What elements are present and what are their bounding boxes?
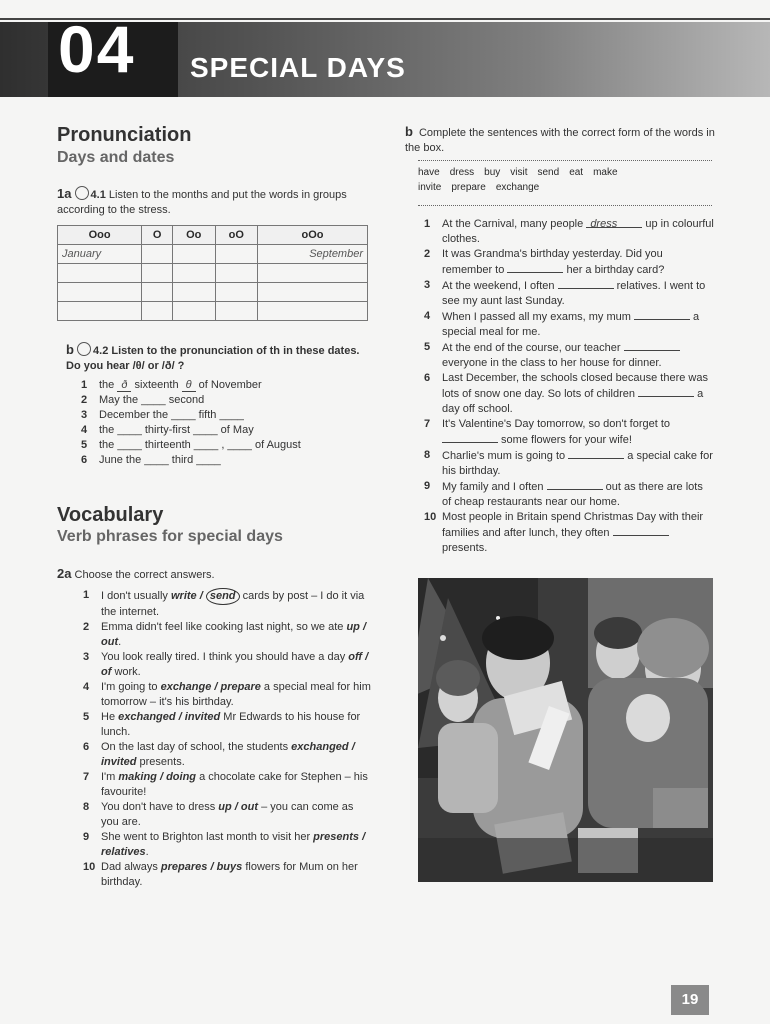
answer-option[interactable]: presents xyxy=(313,831,360,843)
item-number: 8 xyxy=(424,449,431,461)
item-text: flowers for Mum on her birthday. xyxy=(101,861,358,888)
item-number: 4 xyxy=(424,310,431,322)
answer-option[interactable]: prepares xyxy=(160,861,208,873)
item-number: 10 xyxy=(83,861,96,873)
item-text: presents. xyxy=(136,756,185,768)
list-item: 2 May the ____ second xyxy=(81,394,205,406)
list-item xyxy=(424,371,714,417)
table-cell[interactable] xyxy=(258,264,368,283)
list-item xyxy=(83,740,373,770)
exercise-1b xyxy=(66,342,366,374)
item-text: . xyxy=(145,846,149,858)
item-number: 3 xyxy=(424,279,431,291)
table-header-cell: oO xyxy=(215,226,258,245)
answer-option[interactable]: of xyxy=(101,666,112,678)
list-item xyxy=(83,680,373,710)
answer-blank[interactable]: ð xyxy=(117,379,131,392)
pronunciation-subheading: Days and dates xyxy=(57,149,175,166)
vocabulary-heading: Vocabulary xyxy=(57,504,164,526)
table-row xyxy=(58,264,368,283)
chapter-number: 04 xyxy=(58,12,136,86)
answer-blank[interactable] xyxy=(507,262,563,273)
item-text: My family and I often xyxy=(442,481,547,493)
item-text: At the Carnival, many people xyxy=(442,218,587,230)
item-number: 5 xyxy=(424,341,431,353)
stress-table xyxy=(57,225,368,321)
table-cell[interactable] xyxy=(142,245,173,264)
option-separator: / xyxy=(348,741,355,753)
exercise-label: 2a xyxy=(57,566,72,581)
answer-blank[interactable] xyxy=(613,525,669,536)
answer-option[interactable]: invited xyxy=(101,756,137,768)
answer-option[interactable]: out xyxy=(240,801,259,813)
word-box-item: buy xyxy=(484,167,501,178)
item-number: 2 xyxy=(83,621,90,633)
list-item xyxy=(83,860,373,890)
table-cell[interactable] xyxy=(173,302,216,321)
page-number: 19 xyxy=(671,985,709,1015)
item-text: I don't usually xyxy=(101,590,171,602)
answer-option[interactable]: making xyxy=(118,771,157,783)
table-cell[interactable] xyxy=(215,245,258,264)
list-item xyxy=(83,650,373,680)
answer-blank[interactable] xyxy=(568,448,624,459)
table-header-cell: O xyxy=(142,226,173,245)
exercise-2a-list xyxy=(83,588,373,890)
option-separator: / xyxy=(196,590,206,602)
table-cell[interactable] xyxy=(258,302,368,321)
option-separator: / xyxy=(175,711,185,723)
exercise-1b-list xyxy=(81,378,371,468)
item-text: It was Grandma's birthday yesterday. Did you remember to xyxy=(442,248,663,276)
list-item xyxy=(424,278,714,309)
item-text: Mr Edwards to his house for lunch. xyxy=(101,711,361,738)
word-box-item: eat xyxy=(569,167,584,178)
item-number: 6 xyxy=(83,741,90,753)
item-number: 4 xyxy=(83,681,90,693)
answer-option[interactable]: off xyxy=(348,651,363,663)
table-cell[interactable] xyxy=(173,245,216,264)
answer-blank[interactable] xyxy=(634,309,690,320)
item-text: When I passed all my exams, my mum xyxy=(442,311,634,323)
word-box-item: make xyxy=(593,167,618,178)
item-text: up in colourful clothes. xyxy=(442,218,714,245)
item-number: 1 xyxy=(424,218,431,230)
table-cell[interactable] xyxy=(142,302,173,321)
item-text: a special meal for him tomorrow – it's his birthday. xyxy=(101,681,371,708)
table-cell[interactable] xyxy=(215,302,258,321)
answer-option[interactable]: send xyxy=(206,588,240,605)
list-item xyxy=(424,309,714,340)
table-header-cell: Ooo xyxy=(58,226,142,245)
option-separator: / xyxy=(359,831,366,843)
headphones-icon xyxy=(77,342,91,356)
item-text: – you can come as you are. xyxy=(101,801,354,828)
item-text: Dad always xyxy=(101,861,161,873)
item-number: 9 xyxy=(83,831,90,843)
item-text: I'm going to xyxy=(101,681,161,693)
answer-option[interactable]: doing xyxy=(166,771,197,783)
item-text: Emma didn't feel like cooking last night, so we ate xyxy=(101,621,347,633)
item-text: I'm xyxy=(101,771,119,783)
list-item: 4 the ____ thirty-first ____ of May xyxy=(81,424,254,436)
item-number: 3 xyxy=(83,651,90,663)
item-text: a chocolate cake for Stephen – his favourite! xyxy=(101,771,368,798)
exercise-label: 1a xyxy=(57,186,72,201)
item-text: a special cake for his birthday. xyxy=(442,450,713,477)
item-number: 2 xyxy=(424,248,431,260)
answer-option[interactable]: out xyxy=(101,636,119,648)
item-text: You look really tired. I think you should have a day xyxy=(101,651,349,663)
word-box-item: have xyxy=(418,167,440,178)
chapter-title: SPECIAL DAYS xyxy=(190,52,406,83)
list-item xyxy=(424,417,714,448)
list-item: 1 the ð sixteenth θ of November xyxy=(81,379,262,391)
word-box-item: exchange xyxy=(495,182,540,193)
list-item xyxy=(83,770,373,800)
exercise-1a xyxy=(57,186,367,218)
item-text: Charlie's mum is going to xyxy=(442,450,569,462)
answer-option[interactable]: up xyxy=(346,621,360,633)
table-row xyxy=(58,283,368,302)
word-box-item: prepare xyxy=(451,182,486,193)
list-item: 3 December the ____ fifth ____ xyxy=(81,409,244,421)
item-text: relatives. I went to see my aunt last Sunday. xyxy=(442,280,706,307)
word-box xyxy=(418,160,712,206)
list-item: 5 the ____ thirteenth ____ , ____ of August xyxy=(81,439,301,451)
item-text: . xyxy=(118,636,122,648)
item-text: He xyxy=(101,711,119,723)
list-item xyxy=(424,217,714,247)
list-item xyxy=(424,340,714,371)
item-number: 7 xyxy=(424,418,431,430)
exercise-2a xyxy=(57,566,367,583)
word-box-item: dress xyxy=(449,167,475,178)
item-text: On the last day of school, the students xyxy=(101,741,292,753)
answer-blank[interactable]: dress xyxy=(586,217,642,228)
vocabulary-subheading: Verb phrases for special days xyxy=(57,528,283,545)
table-row xyxy=(58,302,368,321)
list-item xyxy=(83,830,373,860)
answer-option[interactable]: relatives xyxy=(101,846,146,858)
list-item xyxy=(424,448,714,479)
item-text: work. xyxy=(111,666,141,678)
item-number: 9 xyxy=(424,480,431,492)
table-cell[interactable] xyxy=(58,302,142,321)
exercise-instruction: Choose the correct answers. xyxy=(74,569,215,581)
list-item xyxy=(83,800,373,830)
item-number: 5 xyxy=(83,711,90,723)
answer-blank[interactable]: θ xyxy=(182,379,196,392)
item-text: a special meal for me. xyxy=(442,311,700,338)
item-text: a day off school. xyxy=(442,388,704,415)
table-header-cell: oOo xyxy=(258,226,368,245)
option-separator: / xyxy=(156,771,167,783)
item-text: At the weekend, I often xyxy=(442,280,558,292)
answer-option[interactable]: invited xyxy=(184,711,221,723)
answer-option[interactable]: prepare xyxy=(220,681,261,693)
answer-blank[interactable] xyxy=(624,340,680,351)
table-cell[interactable] xyxy=(215,283,258,302)
item-text: everyone in the class to her house for dinner. xyxy=(442,357,662,369)
item-text: At the end of the course, our teacher xyxy=(442,342,624,354)
table-row xyxy=(58,245,368,264)
table-cell[interactable]: September xyxy=(258,245,368,264)
answer-blank[interactable] xyxy=(547,479,603,490)
answer-option[interactable]: exchange xyxy=(160,681,212,693)
option-separator: / xyxy=(207,861,217,873)
answer-option[interactable]: write xyxy=(170,590,197,602)
item-text: cards by post – I do it via the internet. xyxy=(101,590,365,618)
item-number: 7 xyxy=(83,771,90,783)
answer-option[interactable]: exchanged xyxy=(118,711,176,723)
word-box-item: send xyxy=(537,167,560,178)
answer-option[interactable]: exchanged xyxy=(291,741,349,753)
track-number: 4.1 xyxy=(90,189,106,201)
answer-option[interactable]: up xyxy=(218,801,232,813)
option-separator: / xyxy=(362,651,369,663)
exercise-instruction: Listen to the months and put the words in groups according to the stress. xyxy=(57,189,347,216)
table-cell[interactable] xyxy=(142,283,173,302)
item-text: some flowers for your wife! xyxy=(498,434,632,446)
exercise-instruction: Listen to the pronunciation of th in these dates. Do you hear /θ/ or /ð/ ? xyxy=(66,345,360,372)
option-separator: / xyxy=(211,681,221,693)
table-header-cell: Oo xyxy=(173,226,216,245)
item-text: her a birthday card? xyxy=(563,264,665,276)
item-text: It's Valentine's Day tomorrow, so don't forget to xyxy=(442,418,671,430)
option-separator: / xyxy=(359,621,367,633)
answer-option[interactable]: buys xyxy=(216,861,243,873)
item-text: She went to Brighton last month to visit her xyxy=(101,831,314,843)
item-text: out as there are lots of cheap restaurants near our home. xyxy=(442,481,703,508)
table-cell[interactable] xyxy=(173,264,216,283)
table-cell[interactable] xyxy=(58,264,142,283)
item-text: presents. xyxy=(442,542,488,554)
table-cell[interactable] xyxy=(258,283,368,302)
list-item xyxy=(424,479,714,510)
item-text: Most people in Britain spend Christmas Day with their families and after lunch, they often xyxy=(442,511,704,539)
item-number: 6 xyxy=(424,372,431,384)
table-cell[interactable] xyxy=(173,283,216,302)
exercise-b-list xyxy=(424,217,714,556)
item-number: 1 xyxy=(83,589,90,601)
list-item xyxy=(83,620,373,650)
table-cell[interactable] xyxy=(142,264,173,283)
exercise-label: b xyxy=(66,342,74,357)
item-text: Last December, the schools closed because there was lots of snow one day. So lots of children xyxy=(442,372,708,400)
word-box-item: visit xyxy=(510,167,528,178)
item-number: 8 xyxy=(83,801,90,813)
list-item xyxy=(83,588,373,620)
list-item: 6 June the ____ third ____ xyxy=(81,454,221,466)
exercise-label: b xyxy=(405,124,413,139)
exercise-b xyxy=(405,124,715,156)
option-separator: / xyxy=(231,801,241,813)
list-item xyxy=(424,510,714,556)
table-cell[interactable] xyxy=(215,264,258,283)
table-cell[interactable] xyxy=(58,283,142,302)
family-christmas-photo xyxy=(418,578,713,882)
table-cell[interactable]: January xyxy=(58,245,142,264)
list-item xyxy=(424,247,714,278)
item-number: 10 xyxy=(424,511,437,523)
item-text: You don't have to dress xyxy=(101,801,219,813)
list-item xyxy=(83,710,373,740)
word-box-item: invite xyxy=(418,182,442,193)
track-number: 4.2 xyxy=(93,345,109,357)
answer-blank[interactable] xyxy=(442,432,498,443)
answer-blank[interactable] xyxy=(638,386,694,397)
pronunciation-heading: Pronunciation xyxy=(57,124,192,146)
answer-blank[interactable] xyxy=(558,278,614,289)
headphones-icon xyxy=(75,186,89,200)
exercise-instruction: Complete the sentences with the correct form of the words in the box. xyxy=(405,127,715,154)
